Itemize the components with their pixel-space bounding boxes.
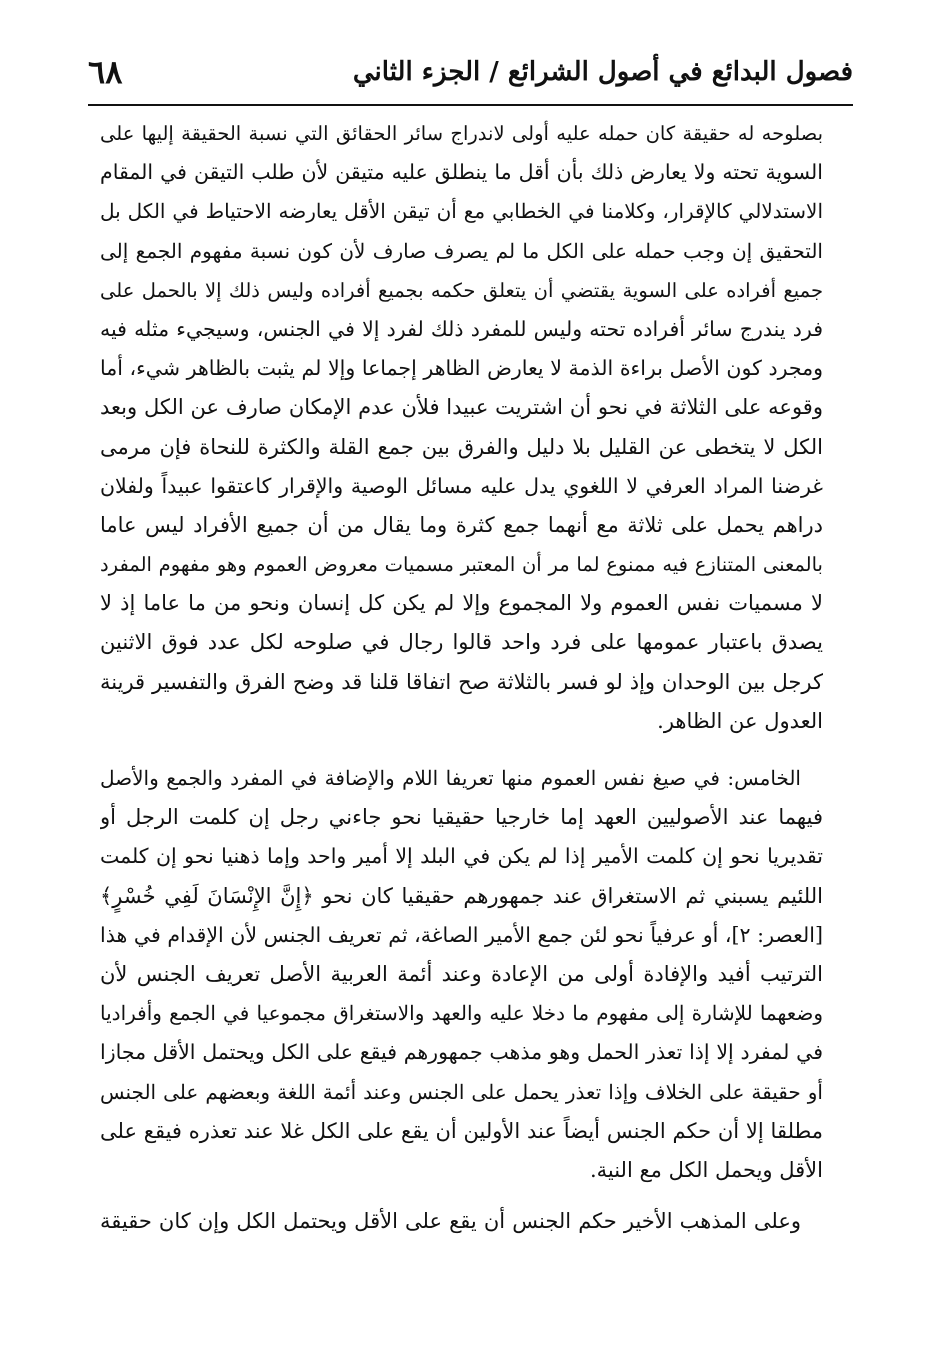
text-line: تقديريا نحو إن كلمت الأمير إذا لم يكن في البلد إلا أمير واحد وإما ذهنيا نحو إن كلمت <box>100 844 823 869</box>
text-line: وعلى المذهب الأخير حكم الجنس أن يقع على الأقل ويحتمل الكل وإن كان حقيقة <box>100 1209 801 1234</box>
text-line: أو حقيقة على الخلاف وإذا تعذر يحمل على الجنس وعند أئمة اللغة وبعضهم على الجنس <box>100 1079 823 1104</box>
running-header <box>88 44 853 100</box>
text-line: الاستدلالي كالإقرار، وكلامنا في الخطابي مع أن تيقن الأقل يعارضه الاحتياط في الكل بل <box>100 199 823 224</box>
paragraph-1 <box>100 114 823 741</box>
text-line: الترتيب أفيد والإفادة أولى من الإعادة وعند أئمة العربية الأصل تعريف الجنس لأن <box>100 961 823 986</box>
text-line: ومجرد كون الأصل براءة الذمة لا يعارض الظاهر إجماعا وإلا لم يثبت بالظاهر شيء، أما <box>100 356 823 381</box>
text-line: كرجل بين الوحدان وإذ لو فسر بالثلاثة صح اتفاقا قلنا قد وضح الفرق والتفسير قرينة <box>100 669 823 694</box>
text-line: دراهم يحمل على ثلاثة مع أنهما جمع كثرة وما يقال من أن جميع الأفراد ليس عاما <box>100 512 823 537</box>
text-line: مطلقا إلا أن حكم الجنس أيضاً عند الأولين أن يقع على الكل غلا عند تعذره فيقع على <box>100 1118 823 1143</box>
text-line: العدول عن الظاهر. <box>657 708 823 733</box>
text-line: في لمفرد إلا إذا تعذر الحمل وهو مذهب جمهورهم فيقع على الكل ويحتمل الأقل مجازا <box>100 1040 823 1065</box>
text-line: جميع أفراده على السوية يقتضي أن يتعلق حكمه بجميع أفراده وليس ذلك إلا بالحمل على <box>100 278 823 302</box>
text-line: فيهما عند الأصوليين العهد إما خارجيا حقيقيا نحو جاءني رجل إن كلمت الرجل أو <box>100 805 823 830</box>
text-line: وقوعه على الثلاثة في نحو أن اشتريت عبيدا فلأن عدم الإمكان صارف عن الكل وبعد <box>100 395 823 420</box>
text-line: لا مسميات نفس العموم ولا المجموع وإلا لم يكن كل إنسان ونحو من ما عاما إذ لا <box>100 591 823 616</box>
book-title: فصول البدائع في أصول الشرائع / الجزء الثاني <box>352 57 853 87</box>
text-line: الكل لا يتخطى عن القليل بلا دليل والفرق بين جمع القلة والكثرة للنحاة فإن مرمى <box>100 434 823 459</box>
paragraph-gap <box>100 1190 823 1202</box>
text-line: [العصر: ٢]، أو عرفياً نحو لئن جمع الأمير الصاغة، ثم تعريف الجنس لأن الإقدام في هذا <box>100 922 823 947</box>
paragraph-gap <box>100 741 823 759</box>
text-line: غرضنا المراد العرفي لا اللغوي يدل عليه مسائل الوصية والإقرار كاعتقوا عبيداً ولفلان <box>100 473 823 498</box>
text-line: اللئيم يسبني ثم الاستغراق عند جمهورهم حقيقيا كان نحو ﴿إِنَّ الإِنْسَانَ لَفِي خُسْرٍ﴾ <box>100 883 823 908</box>
text-line: الخامس: في صيغ نفس العموم منها تعريفا اللام والإضافة في المفرد والجمع والأصل <box>100 766 801 790</box>
text-line: وضعهما للإشارة إلى مفهوم ما دخلا عليه والعهد والاستغراق مجموعيا في الجمع وأفراديا <box>100 1001 823 1026</box>
paragraph-2 <box>100 759 823 1190</box>
header-rule <box>88 104 853 106</box>
text-line: التحقيق إن وجب حمله على الكل ما لم يصرف صارف لأن كون نسبة مفهوم الجمع إلى <box>100 238 823 263</box>
text-line: فرد يندرج سائر أفراده تحته وليس للمفرد ذلك لفرد إلا في الجنس، وسيجيء مثله فيه <box>100 316 823 341</box>
text-line: بالمعنى المتنازع فيه ممنوع لما مر أن المعتبر مسميات معروض العموم وهو مفهوم المفرد <box>100 553 823 577</box>
page-number: ٦٨ <box>88 53 123 91</box>
text-line: السوية تحته ولا يعارض ذلك بأن أقل ما ينطلق عليه متيقن لأن طلب التيقن في المقام <box>100 160 823 185</box>
text-line: الأقل ويحمل الكل مع النية. <box>589 1157 823 1182</box>
text-line: يصدق باعتبار عمومها على فرد واحد قالوا رجال في صلوحه لكل عدد فوق الاثنين <box>100 630 823 655</box>
text-line: بصلوحه له حقيقة كان حمله عليه أولى لاندراج سائر الحقائق التي نسبة الحقيقة إليها على <box>100 122 823 145</box>
body-text <box>100 114 823 1241</box>
paragraph-3 <box>100 1202 823 1241</box>
